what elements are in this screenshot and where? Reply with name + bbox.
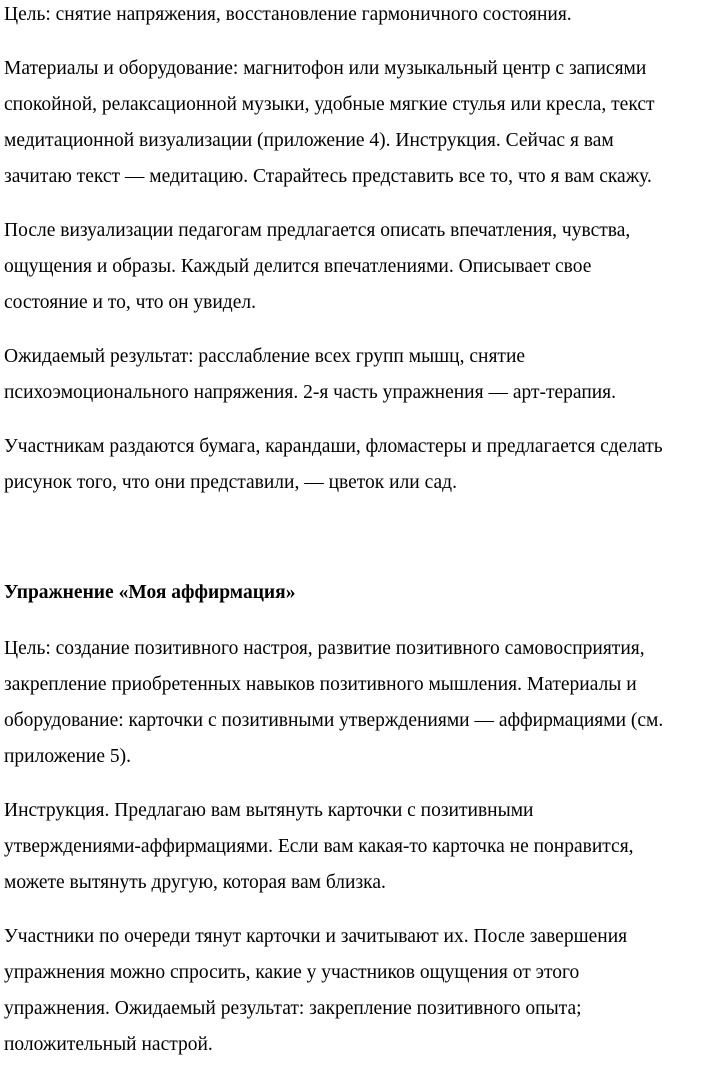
paragraph-after-visualization-line: После визуализации педагогам предлагается описать впечатления, чувства, [4,220,631,241]
paragraph-goal-2-line: Цель: создание позитивного настроя, развитие позитивного самовосприятия, [4,638,645,659]
paragraph-after-visualization-line: ощущения и образы. Каждый делится впечатлениями. Описывает свое [4,256,592,277]
paragraph-expected-result-line: Ожидаемый результат: расслабление всех групп мышц, снятие [4,346,526,367]
paragraph-instruction-line: утверждениями-аффирмациями. Если вам какая-то карточка не понравится, [4,836,634,857]
paragraph-instruction-line: Инструкция. Предлагаю вам вытянуть карточки с позитивными [4,800,534,821]
paragraph-participants-line: упражнения. Ожидаемый результат: закрепление позитивного опыта; [4,998,582,1019]
paragraph-goal-2-line: оборудование: карточки с позитивными утверждениями — аффирмациями (см. [4,710,664,731]
paragraph-art-therapy-line: Участникам раздаются бумага, карандаши, фломастеры и предлагается сделать [4,436,663,457]
paragraph-after-visualization-line: состояние и то, что он увидел. [4,292,256,313]
exercise-heading: Упражнение «Моя аффирмация» [4,582,296,603]
paragraph-goal-2-line: закрепление приобретенных навыков позитивного мышления. Материалы и [4,674,637,695]
paragraph-materials-line: спокойной, релаксационной музыки, удобные мягкие стулья или кресла, текст [4,94,655,115]
paragraph-instruction-line: можете вытянуть другую, которая вам близка. [4,872,386,893]
paragraph-materials-line: Материалы и оборудование: магнитофон или музыкальный центр с записями [4,58,647,79]
paragraph-materials-line: медитационной визуализации (приложение 4). Инструкция. Сейчас я вам [4,130,614,151]
paragraph-participants-line: положительный настрой. [4,1034,213,1055]
paragraph-participants-line: Участники по очереди тянут карточки и зачитывают их. После завершения [4,926,628,947]
paragraph-expected-result-line: психоэмоционального напряжения. 2-я часть упражнения — арт-терапия. [4,382,617,403]
paragraph-art-therapy-line: рисунок того, что они представили, — цветок или сад. [4,472,457,493]
paragraph-goal-2-line: приложение 5). [4,746,132,767]
paragraph-goal-line: Цель: снятие напряжения, восстановление гармоничного состояния. [4,4,572,25]
paragraph-participants-line: упражнения можно спросить, какие у участников ощущения от этого [4,962,580,983]
paragraph-materials-line: зачитаю текст — медитацию. Старайтесь представить все то, что я вам скажу. [4,166,652,187]
